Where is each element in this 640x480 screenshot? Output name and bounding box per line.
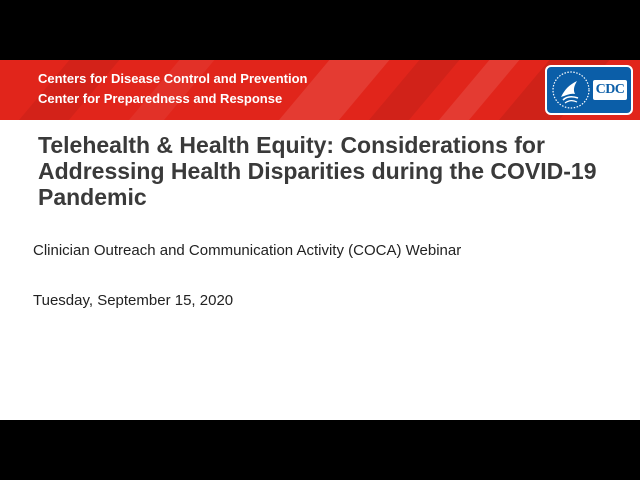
banner-stripe (112, 60, 223, 120)
slide-title: Telehealth & Health Equity: Considerations for Addressing Health Disparities during the COVID-19 Pandemic (38, 132, 597, 210)
banner-stripe (2, 60, 128, 120)
center-name: Center for Preparedness and Response (38, 91, 283, 106)
webinar-name: Clinician Outreach and Communication Activity (COCA) Webinar (33, 242, 462, 259)
hhs-eagle-icon (547, 67, 593, 113)
org-name: Centers for Disease Control and Prevention (38, 71, 308, 86)
webinar-date: Tuesday, September 15, 2020 (33, 292, 234, 309)
header-banner (0, 60, 640, 120)
cdc-logo (545, 65, 633, 115)
presentation-slide (0, 60, 640, 420)
cdc-logo-text: CDC (593, 80, 627, 100)
